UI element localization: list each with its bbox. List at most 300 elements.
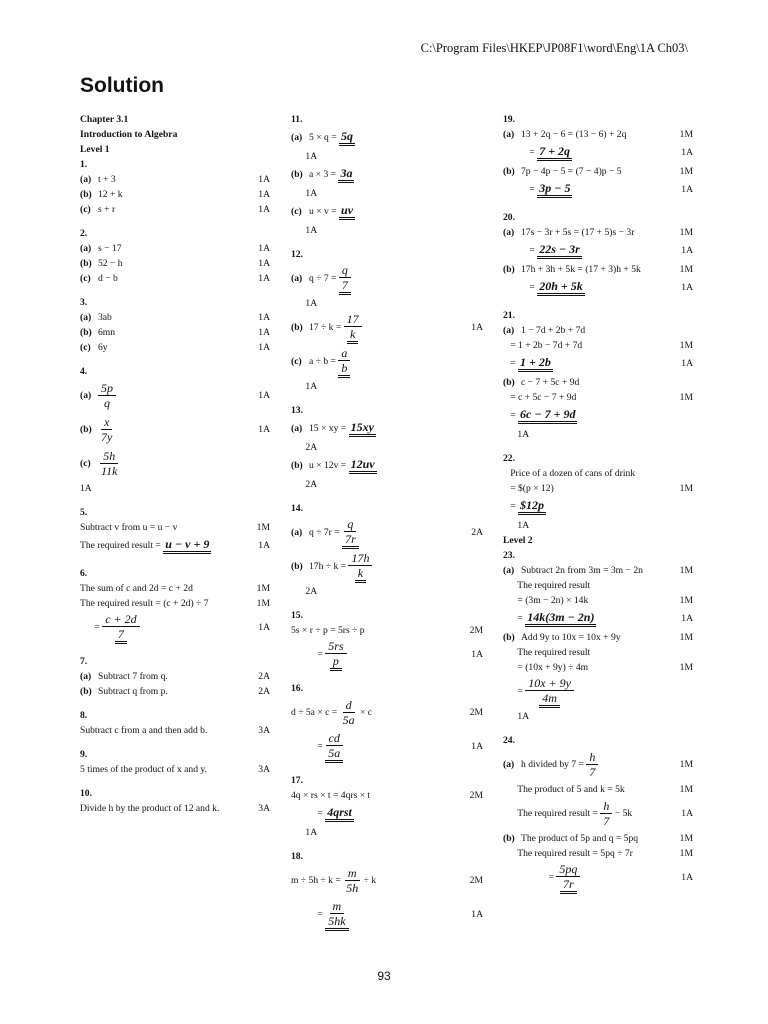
spacer (291, 492, 483, 501)
mark-label: 2A (258, 671, 270, 682)
part-label: (b) (80, 189, 92, 200)
fraction-denominator: k (347, 327, 358, 344)
solution-line (291, 849, 483, 864)
expression-text: = (291, 909, 326, 920)
expression-text: = (10x + 9y) ÷ 4m (503, 662, 589, 673)
mark-label: 1A (681, 808, 693, 819)
section-heading: 15. (291, 610, 303, 621)
fraction-denominator: 5a (325, 746, 343, 763)
spacer (80, 355, 270, 364)
expression-text: s + r (98, 204, 116, 215)
fraction (586, 750, 598, 779)
fraction (325, 639, 346, 671)
fraction-numerator: x (101, 415, 112, 430)
spacer (503, 299, 693, 308)
part-label: (c) (80, 204, 91, 215)
mark-label: 1A (681, 282, 693, 293)
expression-text: 5 × q = (309, 132, 340, 143)
final-answer: $12p (518, 499, 546, 515)
solution-line (80, 310, 270, 325)
expression-text: s − 17 (98, 243, 122, 254)
solution-line (291, 296, 483, 311)
mark-label: 1A (681, 245, 693, 256)
mark-label: 1A (471, 741, 483, 752)
spacer (80, 286, 270, 295)
expression-text: The required result = (80, 540, 164, 551)
part-label: (b) (503, 833, 515, 844)
fraction-denominator: 5hk (325, 914, 348, 931)
solution-line (80, 723, 270, 738)
mark-label: 1A (471, 909, 483, 920)
fraction-numerator: 5pq (556, 862, 580, 877)
expression-text: 1 − 7d + 2b + 7d (521, 325, 586, 336)
expression-text: 52 − h (98, 258, 123, 269)
mark-label: 1M (679, 264, 693, 275)
part-label: (a) (291, 132, 303, 143)
fraction (325, 731, 343, 763)
expression-text: 2A (291, 586, 318, 597)
fraction-denominator: k (355, 566, 366, 583)
solution-line (503, 797, 693, 831)
fraction-numerator: 10x + 9y (525, 676, 574, 691)
part-label: (a) (291, 527, 303, 538)
part-label: (c) (291, 356, 302, 367)
fraction (98, 415, 115, 444)
expression-text: 1A (503, 711, 530, 722)
solution-line (503, 225, 693, 240)
mark-label: 1A (258, 258, 270, 269)
spacer (291, 394, 483, 403)
fraction-numerator: c + 2d (102, 612, 139, 627)
solution-line (291, 164, 483, 186)
mark-label: 1M (679, 833, 693, 844)
fraction (339, 263, 351, 295)
solution-line (503, 142, 693, 164)
solution-line (291, 379, 483, 394)
final-answer: u − v + 9 (163, 538, 211, 554)
expression-text: 17h + 3h + 5k = (17 + 3)h + 5k (521, 264, 641, 275)
fraction (344, 312, 362, 344)
solution-column-1 (80, 112, 270, 816)
expression-text: d ÷ 5a × c = (291, 707, 340, 718)
expression-text: = (503, 282, 538, 293)
part-label: (a) (503, 759, 515, 770)
solution-line (503, 645, 693, 660)
solution-column-2 (291, 112, 483, 932)
fraction-numerator: m (345, 866, 360, 881)
section-heading: Level 2 (503, 535, 533, 546)
solution-line (291, 223, 483, 238)
section-heading: 19. (503, 114, 515, 125)
mark-label: 1M (679, 595, 693, 606)
solution-line (80, 447, 270, 481)
fraction (102, 612, 139, 644)
fraction (556, 862, 580, 894)
fraction-denominator: 5a (342, 713, 355, 728)
expression-text: 1A (291, 225, 318, 236)
solution-line (291, 127, 483, 149)
solution-line (291, 440, 483, 455)
mark-label: 1M (679, 759, 693, 770)
mark-label: 3A (258, 803, 270, 814)
expression-text: 13 + 2q − 6 = (13 − 6) + 2q (521, 129, 627, 140)
mark-label: 1A (258, 273, 270, 284)
solution-line (503, 846, 693, 861)
expression-tail: ÷ k (361, 875, 377, 886)
solution-line (291, 623, 483, 638)
mark-label: 3A (258, 764, 270, 775)
mark-label: 1A (471, 649, 483, 660)
expression-text: 1A (291, 151, 318, 162)
expression-text: = (503, 245, 538, 256)
solution-line (80, 611, 270, 645)
solution-line (503, 210, 693, 225)
solution-line (80, 762, 270, 777)
solution-line (503, 563, 693, 578)
solution-line (80, 187, 270, 202)
spacer (80, 557, 270, 566)
mark-label: 1M (679, 340, 693, 351)
spacer (80, 645, 270, 654)
final-answer: 3a (338, 167, 354, 183)
final-answer: 7 + 2q (537, 145, 572, 161)
expression-text: = (503, 184, 538, 195)
fraction (525, 676, 574, 708)
section-heading: 1. (80, 159, 88, 170)
final-answer: 15xy (349, 421, 376, 437)
expression-text: 6mn (98, 327, 116, 338)
part-label: (a) (80, 174, 92, 185)
expression-text: = (503, 147, 538, 158)
expression-text: The required result = 5pq ÷ 7r (503, 848, 633, 859)
solution-line (80, 520, 270, 535)
mark-label: 1M (679, 483, 693, 494)
fraction-denominator: 7r (342, 532, 359, 549)
expression-text: 1A (80, 483, 92, 494)
solution-line (503, 390, 693, 405)
final-answer: 20h + 5k (537, 280, 585, 296)
expression-text: 3ab (98, 312, 112, 323)
solution-line (503, 338, 693, 353)
fraction-numerator: a (338, 346, 350, 361)
solution-line (503, 466, 693, 481)
part-label: (b) (503, 632, 515, 643)
expression-text: 5s × r ÷ p = 5rs ÷ p (291, 625, 365, 636)
solution-line (291, 149, 483, 164)
fraction (338, 346, 350, 378)
part-label: (b) (503, 166, 515, 177)
fraction-denominator: 7 (603, 814, 610, 829)
part-label: (c) (80, 458, 91, 469)
solution-line (503, 831, 693, 846)
fraction-numerator: q (339, 263, 351, 278)
solution-line (503, 179, 693, 201)
solution-line (291, 696, 483, 730)
solution-line (503, 748, 693, 782)
expression-text: = (503, 501, 519, 512)
expression-text: q ÷ 7r = (309, 527, 343, 538)
solution-line (291, 550, 483, 584)
expression-text: = (503, 686, 526, 697)
section-heading: 23. (503, 550, 515, 561)
mark-label: 2M (469, 707, 483, 718)
part-label: (b) (291, 322, 303, 333)
solution-line (80, 241, 270, 256)
spacer (80, 699, 270, 708)
mark-label: 1A (681, 872, 693, 883)
solution-line (503, 861, 693, 895)
final-answer: 14k(3m − 2n) (525, 611, 596, 627)
expression-text: The required result = (503, 808, 601, 819)
expression-text: a ÷ b = (309, 356, 339, 367)
section-heading: 10. (80, 788, 92, 799)
expression-text: m ÷ 5h ÷ k = (291, 875, 344, 886)
solution-line (80, 226, 270, 241)
expression-text: u × v = (309, 206, 340, 217)
part-label: (c) (80, 342, 91, 353)
solution-line (503, 112, 693, 127)
solution-line (80, 295, 270, 310)
solution-line (503, 548, 693, 563)
fraction (342, 517, 359, 549)
part-label: (b) (80, 424, 92, 435)
section-heading: 13. (291, 405, 303, 416)
spacer (291, 599, 483, 608)
fraction-denominator: 7r (560, 877, 577, 894)
mark-label: 3A (258, 725, 270, 736)
solution-line (291, 898, 483, 932)
fraction-denominator: p (330, 654, 342, 671)
mark-label: 1A (681, 613, 693, 624)
solution-column-3 (503, 112, 693, 895)
expression-text: = (291, 741, 326, 752)
part-label: (a) (80, 671, 92, 682)
expression-text: Subtract 2n from 3m = 3m − 2n (521, 565, 643, 576)
section-heading: 2. (80, 228, 88, 239)
fraction-denominator: 7 (339, 278, 351, 295)
mark-label: 1M (256, 583, 270, 594)
mark-label: 1M (679, 227, 693, 238)
part-label: (b) (291, 460, 303, 471)
solution-line (291, 788, 483, 803)
mark-label: 1A (681, 184, 693, 195)
part-label: (a) (503, 565, 515, 576)
expression-text: = (503, 872, 557, 883)
fraction-numerator: 5h (100, 449, 118, 464)
expression-text: q ÷ 7 = (309, 273, 339, 284)
fraction-numerator: 17h (348, 551, 372, 566)
solution-line (291, 112, 483, 127)
expression-text: 2A (291, 442, 318, 453)
mark-label: 1A (258, 243, 270, 254)
solution-line (291, 638, 483, 672)
solution-line (503, 630, 693, 645)
section-heading: 3. (80, 297, 88, 308)
solution-line (291, 584, 483, 599)
mark-label: 1A (258, 327, 270, 338)
section-heading: 18. (291, 851, 303, 862)
solution-line (80, 325, 270, 340)
expression-text: The sum of c and 2d = c + 2d (80, 583, 193, 594)
solution-line (80, 684, 270, 699)
solution-line (291, 477, 483, 492)
solution-line (80, 413, 270, 447)
solution-line (80, 271, 270, 286)
section-heading: 17. (291, 775, 303, 786)
expression-text: 7p − 4p − 5 = (7 − 4)p − 5 (521, 166, 622, 177)
spacer (80, 496, 270, 505)
section-heading: Introduction to Algebra (80, 129, 178, 140)
section-heading: 16. (291, 683, 303, 694)
fraction (98, 449, 120, 478)
solution-line (291, 501, 483, 516)
solution-line (80, 747, 270, 762)
part-label: (c) (80, 273, 91, 284)
mark-label: 1M (256, 522, 270, 533)
solution-line (503, 709, 693, 724)
mark-label: 1M (256, 598, 270, 609)
solution-line (503, 127, 693, 142)
spacer (291, 840, 483, 849)
expression-text: 1A (503, 520, 530, 531)
solution-line (503, 593, 693, 608)
expression-text: = (80, 622, 103, 633)
part-label: (b) (503, 377, 515, 388)
expression-text: = $(p × 12) (503, 483, 554, 494)
mark-label: 2A (471, 527, 483, 538)
section-heading: Level 1 (80, 144, 110, 155)
part-label: (a) (291, 423, 303, 434)
expression-text: 5 times of the product of x and y. (80, 764, 207, 775)
expression-text: The required result = (c + 2d) ÷ 7 (80, 598, 209, 609)
solution-line (80, 708, 270, 723)
solution-line (291, 345, 483, 379)
mark-label: 1M (679, 632, 693, 643)
expression-text: 15 × xy = (309, 423, 349, 434)
mark-label: 1A (258, 312, 270, 323)
part-label: (b) (503, 264, 515, 275)
expression-text: Subtract v from u = u − v (80, 522, 178, 533)
part-label: (b) (291, 169, 303, 180)
solution-line (503, 405, 693, 427)
spacer (291, 238, 483, 247)
expression-text: The product of 5p and q = 5pq (521, 833, 639, 844)
mark-label: 2M (469, 875, 483, 886)
solution-line (80, 256, 270, 271)
solution-line (80, 786, 270, 801)
expression-text: = (503, 410, 519, 421)
expression-tail: − 5k (612, 808, 633, 819)
mark-label: 1A (258, 540, 270, 551)
solution-line (503, 308, 693, 323)
solution-line (291, 186, 483, 201)
expression-text: Add 9y to 10x = 10x + 9y (521, 632, 621, 643)
expression-text: 1A (503, 429, 530, 440)
mark-label: 1M (679, 392, 693, 403)
expression-text: = 1 + 2b − 7d + 7d (503, 340, 583, 351)
expression-text: d − b (98, 273, 118, 284)
solution-line (291, 516, 483, 550)
mark-label: 1A (471, 322, 483, 333)
spacer (291, 764, 483, 773)
mark-label: 2A (258, 686, 270, 697)
mark-label: 1A (258, 390, 270, 401)
expression-text: 1A (291, 188, 318, 199)
page-number: 93 (377, 969, 391, 983)
solution-line (503, 578, 693, 593)
fraction-numerator: q (344, 517, 356, 532)
solution-line (80, 654, 270, 669)
solution-line (291, 247, 483, 262)
section-heading: 20. (503, 212, 515, 223)
section-heading: Chapter 3.1 (80, 114, 129, 125)
solution-line (80, 581, 270, 596)
final-answer: 3p − 5 (537, 182, 572, 198)
solution-line (503, 660, 693, 675)
solution-line (503, 240, 693, 262)
mark-label: 1M (679, 166, 693, 177)
solution-line (503, 353, 693, 375)
part-label: (b) (80, 258, 92, 269)
expression-text: 1A (291, 827, 318, 838)
expression-text: = (503, 613, 526, 624)
expression-text: a × 3 = (309, 169, 339, 180)
solution-line (291, 262, 483, 296)
part-label: (a) (80, 243, 92, 254)
solution-line (291, 201, 483, 223)
mark-label: 1M (679, 784, 693, 795)
solution-line (291, 864, 483, 898)
expression-text: 12 + k (98, 189, 123, 200)
solution-line (291, 773, 483, 788)
part-label: (a) (503, 325, 515, 336)
final-answer: 12uv (349, 458, 377, 474)
mark-label: 1M (679, 662, 693, 673)
page-heading: Solution (80, 74, 164, 97)
mark-label: 1A (258, 174, 270, 185)
solution-line (503, 675, 693, 709)
section-heading: 21. (503, 310, 515, 321)
expression-tail: × c (357, 707, 373, 718)
expression-text: 17s − 3r + 5s = (17 + 5)s − 3r (521, 227, 635, 238)
solution-line (291, 608, 483, 623)
expression-text: = (291, 808, 326, 819)
solution-line (80, 505, 270, 520)
spacer (503, 442, 693, 451)
expression-text: 1A (291, 381, 318, 392)
solution-line (291, 455, 483, 477)
solution-line (503, 262, 693, 277)
final-answer: 1 + 2b (518, 356, 553, 372)
expression-text: 4q × rs × t = 4qrs × t (291, 790, 371, 801)
section-heading: 14. (291, 503, 303, 514)
fraction-numerator: h (586, 750, 598, 765)
final-answer: 6c − 7 + 9d (518, 408, 577, 424)
fraction-numerator: cd (326, 731, 343, 746)
mark-label: 1A (681, 358, 693, 369)
fraction-denominator: q (104, 396, 110, 411)
solution-line (80, 202, 270, 217)
part-label: (b) (80, 686, 92, 697)
fraction-numerator: d (343, 698, 355, 713)
mark-label: 1A (258, 189, 270, 200)
mark-label: 2M (469, 625, 483, 636)
spacer (503, 724, 693, 733)
solution-line (80, 127, 270, 142)
solution-line (503, 782, 693, 797)
solution-line (291, 311, 483, 345)
expression-text: c − 7 + 5c + 9d (521, 377, 580, 388)
